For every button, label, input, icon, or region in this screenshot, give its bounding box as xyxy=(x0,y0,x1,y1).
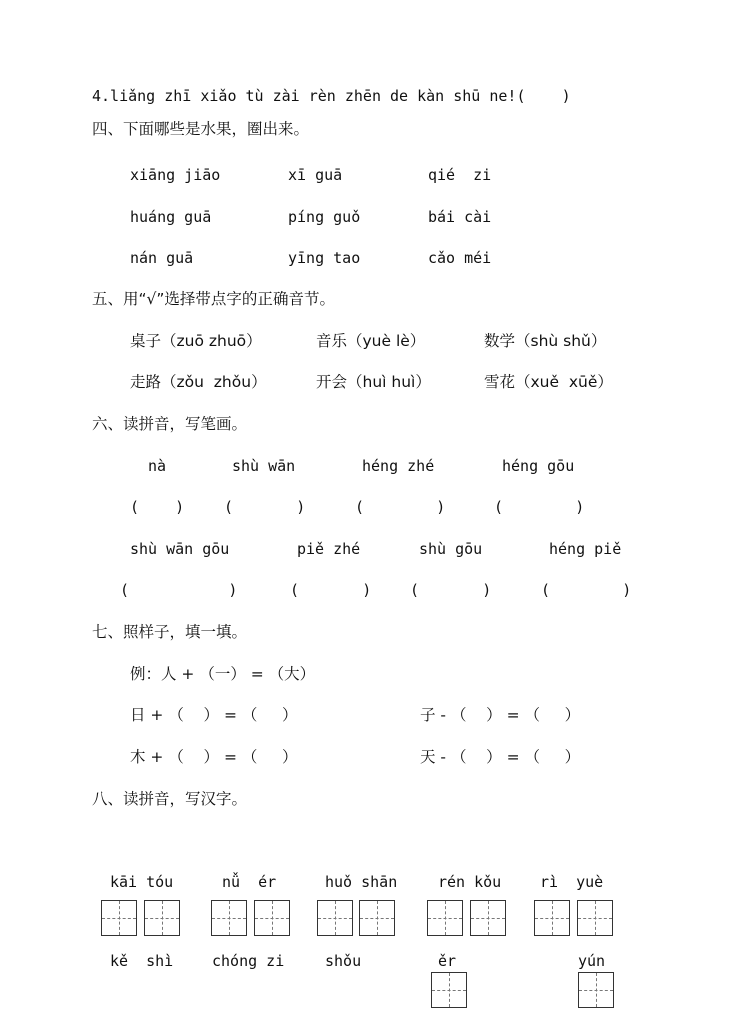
stroke-answer-blank[interactable]: ( ) xyxy=(130,498,185,516)
section-5-title: 五、用“√”选择带点字的正确音节。 xyxy=(92,290,335,308)
question-4-pinyin: 4.liǎng zhī xiǎo tù zài rèn zhēn de kàn shū ne!( ) xyxy=(92,87,571,105)
stroke-pinyin: héng piě xyxy=(549,540,622,558)
stroke-pinyin: héng gōu xyxy=(502,457,575,475)
character-equation[interactable]: 日 + （ ） = （ ） xyxy=(130,706,298,724)
fruit-option[interactable]: cǎo méi xyxy=(428,249,492,267)
word-pinyin: ěr xyxy=(438,952,457,970)
writing-grid-box[interactable] xyxy=(317,900,353,936)
word-pinyin: rì yuè xyxy=(540,873,604,891)
word-pinyin: rén kǒu xyxy=(438,873,502,891)
fruit-option[interactable]: qié zi xyxy=(428,166,492,184)
word-pinyin: kāi tóu xyxy=(110,873,174,891)
stroke-answer-blank[interactable]: ( ) xyxy=(541,581,632,599)
pronunciation-choice[interactable]: 雪花（xuě xūě） xyxy=(484,373,613,391)
pronunciation-choice[interactable]: 走路（zǒu zhǒu） xyxy=(130,373,267,391)
character-equation[interactable]: 天 - （ ） = （ ） xyxy=(420,748,581,766)
stroke-pinyin: shù gōu xyxy=(419,540,483,558)
pronunciation-choice[interactable]: 开会（huì huì） xyxy=(316,373,431,391)
character-equation[interactable]: 木 + （ ） = （ ） xyxy=(130,748,298,766)
fruit-option[interactable]: xī guā xyxy=(288,166,343,184)
writing-grid-box[interactable] xyxy=(534,900,570,936)
writing-grid-box[interactable] xyxy=(470,900,506,936)
fruit-option[interactable]: huáng guā xyxy=(130,208,212,226)
section-4-title: 四、下面哪些是水果，圈出来。 xyxy=(92,120,310,138)
section-6-title: 六、读拼音，写笔画。 xyxy=(92,415,248,433)
stroke-answer-blank[interactable]: ( ) xyxy=(410,581,492,599)
stroke-answer-blank[interactable]: ( ) xyxy=(224,498,306,516)
writing-grid-box[interactable] xyxy=(101,900,137,936)
word-pinyin: huǒ shān xyxy=(325,873,398,891)
writing-grid-box[interactable] xyxy=(577,900,613,936)
stroke-pinyin: piě zhé xyxy=(297,540,361,558)
writing-grid-box[interactable] xyxy=(578,972,614,1008)
stroke-answer-blank[interactable]: ( ) xyxy=(120,581,238,599)
writing-grid-box[interactable] xyxy=(254,900,290,936)
word-pinyin: chóng zi xyxy=(212,952,285,970)
writing-grid-box[interactable] xyxy=(144,900,180,936)
stroke-answer-blank[interactable]: ( ) xyxy=(494,498,585,516)
fruit-option[interactable]: yīng tao xyxy=(288,249,361,267)
word-pinyin: nǚ ér xyxy=(222,873,277,891)
stroke-answer-blank[interactable]: ( ) xyxy=(290,581,372,599)
writing-grid-box[interactable] xyxy=(211,900,247,936)
fruit-option[interactable]: nán guā xyxy=(130,249,194,267)
example-equation: 例：人 + （一） = （大） xyxy=(130,665,316,683)
pronunciation-choice[interactable]: 音乐（yuè lè） xyxy=(316,332,426,350)
writing-grid-box[interactable] xyxy=(427,900,463,936)
pronunciation-choice[interactable]: 桌子（zuō zhuō） xyxy=(130,332,262,350)
section-8-title: 八、读拼音，写汉字。 xyxy=(92,790,248,808)
stroke-pinyin: nà xyxy=(148,457,167,475)
fruit-option[interactable]: xiāng jiāo xyxy=(130,166,221,184)
fruit-option[interactable]: bái cài xyxy=(428,208,492,226)
word-pinyin: yún xyxy=(578,952,606,970)
fruit-option[interactable]: píng guǒ xyxy=(288,208,361,226)
word-pinyin: kě shì xyxy=(110,952,174,970)
character-equation[interactable]: 子 - （ ） = （ ） xyxy=(420,706,581,724)
stroke-pinyin: héng zhé xyxy=(362,457,435,475)
writing-grid-box[interactable] xyxy=(359,900,395,936)
section-7-title: 七、照样子，填一填。 xyxy=(92,623,248,641)
pronunciation-choice[interactable]: 数学（shù shǔ） xyxy=(484,332,607,350)
stroke-answer-blank[interactable]: ( ) xyxy=(355,498,446,516)
word-pinyin: shǒu xyxy=(325,952,362,970)
writing-grid-box[interactable] xyxy=(431,972,467,1008)
stroke-pinyin: shù wān gōu xyxy=(130,540,230,558)
stroke-pinyin: shù wān xyxy=(232,457,296,475)
